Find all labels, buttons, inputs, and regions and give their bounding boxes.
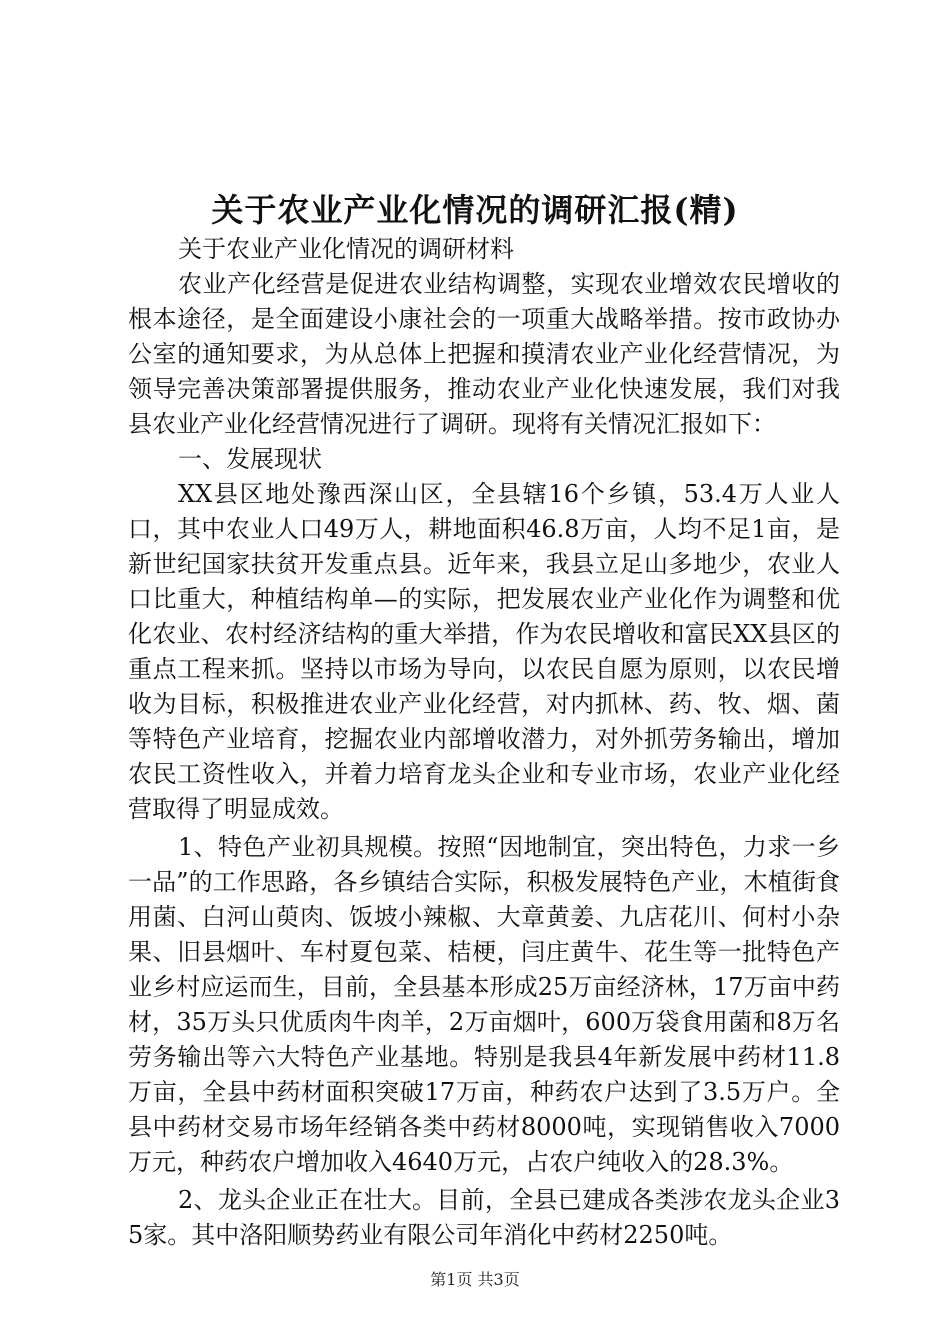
enterprise-paragraph: 2、龙头企业正在壮大。目前，全县已建成各类涉农龙头企业35家。其中洛阳顺势药业有限公司年消化中药材2250吨。 [128,1186,840,1249]
intro-paragraph: 农业产化经营是促进农业结构调整，实现农业增效农民增收的根本途径，是全面建设小康社会的一项重大战略举措。按市政协办公室的通知要求，为从总体上把握和摸清农业产业化经营情况，为领导完善决策部署提供服务，推动农业产业化快速发展，我们对我县农业产业化经营情况进行了调研。现将有关情况汇报如下： [128,270,840,438]
industry-paragraph: 1、特色产业初具规模。按照“因地制宜，突出特色，力求一乡一品”的工作思路，各乡镇结合实际，积极发展特色产业，木植街食用菌、白河山萸肉、饭坡小辣椒、大章黄姜、九店花川、何村小杂果、旧县烟叶、车村夏包菜、桔梗，闫庄黄牛、花生等一批特色产业乡村应运而生，目前，全县基本形成25万亩经济林，17万亩中药材，35万头只优质肉牛肉羊，2万亩烟叶，600万袋食用菌和8万名劳务输出等六大特色产业基地。特别是我县4年新发展中药材11.8万亩，全县中药材面积突破17万亩，种药农户达到了3.5万户。全县中药材交易市场年经销各类中药材8000吨，实现销售收入7000万元，种药农户增加收入4640万元，占农户纯收入的28.3%。 [128,833,840,1176]
overview-paragraph: XX县区地处豫西深山区，全县辖16个乡镇，53.4万人业人口，其中农业人口49万人，耕地面积46.8万亩，人均不足1亩，是新世纪国家扶贫开发重点县。近年来，我县立足山多地少，农业人口比重大，种植结构单—的实际，把发展农业产业化作为调整和优化农业、农村经济结构的重大举措，作为农民增收和富民XX县区的重点工程来抓。坚持以市场为导向，以农民自愿为原则，以农民增收为目标，积极推进农业产业化经营，对内抓林、药、牧、烟、菌等特色产业培育，挖掘农业内部增收潜力，对外抓劳务输出，增加农民工资性收入，并着力培育龙头企业和专业市场，农业产业化经营取得了明显成效。 [128,480,840,823]
subtitle-paragraph: 关于农业产业化情况的调研材料 [178,235,514,263]
section-heading: 一、发展现状 [178,445,322,473]
document-body [128,232,840,1253]
page-footer: 第1页 共3页 [430,1270,520,1289]
document-title: 关于农业产业化情况的调研汇报(精) [211,191,739,229]
